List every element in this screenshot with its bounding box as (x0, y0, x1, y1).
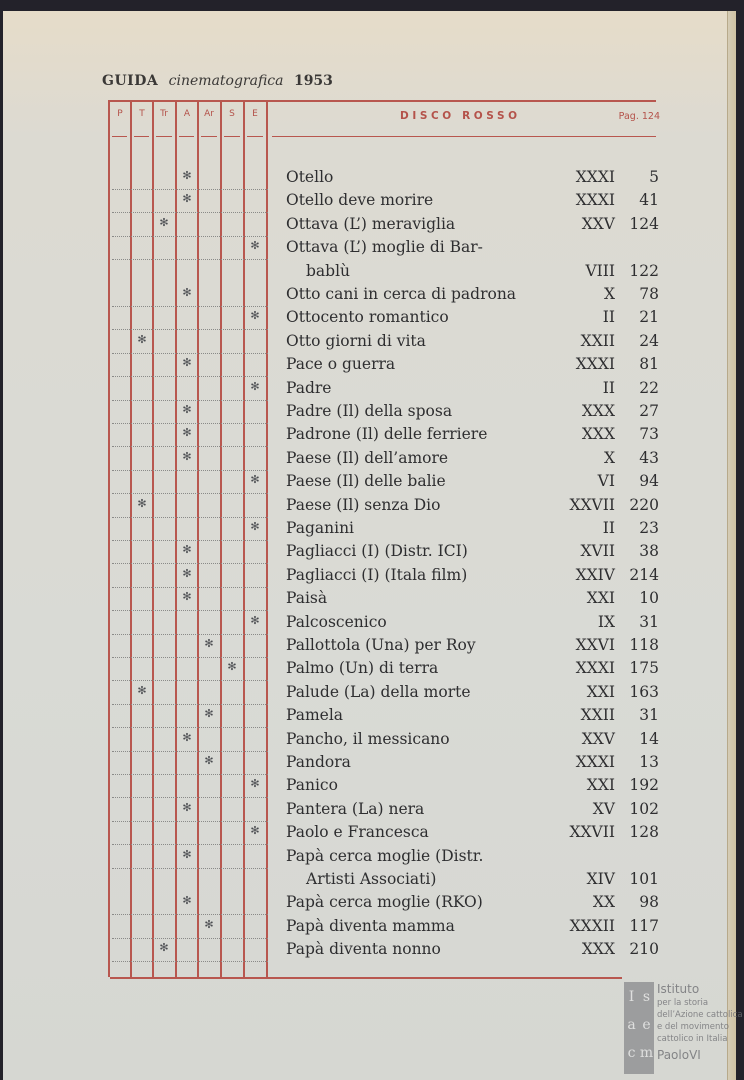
film-title: Panico (286, 776, 338, 795)
film-entry (286, 729, 659, 752)
page-reference: 122 (629, 261, 659, 280)
logo-line-1: Istituto (657, 982, 700, 996)
column-rule (243, 100, 245, 977)
column-header-underline (179, 136, 194, 137)
film-title: Palude (La) della morte (286, 682, 471, 701)
volume-number: VIII (585, 261, 615, 280)
page-reference: 81 (639, 355, 659, 374)
column-header-underline (247, 136, 263, 137)
volume-number: XXIV (575, 565, 615, 584)
page-reference: 101 (629, 869, 659, 888)
page-reference: 163 (629, 682, 659, 701)
dotted-row-separator (112, 540, 268, 541)
dotted-row-separator (112, 376, 268, 377)
page-reference: 98 (639, 893, 659, 912)
rating-star-icon: ✻ (137, 332, 147, 346)
film-entry (286, 565, 659, 588)
dotted-row-separator (112, 353, 268, 354)
running-head (102, 72, 333, 90)
film-title: Paolo e Francesca (286, 823, 429, 842)
film-title: Padre (Il) della sposa (286, 402, 453, 420)
column-header-t: T (139, 109, 145, 119)
volume-number: XXV (581, 729, 615, 748)
page-reference: 192 (629, 776, 659, 795)
page-reference: 23 (639, 519, 659, 537)
logo-letter: a (627, 1017, 636, 1033)
film-title: Ottocento romantico (286, 308, 449, 327)
volume-number: XVII (580, 542, 615, 561)
dotted-row-separator (112, 961, 268, 962)
dotted-row-separator (112, 844, 268, 845)
film-entry (286, 518, 659, 541)
rating-star-icon: ✻ (250, 379, 260, 393)
film-entry (286, 401, 659, 424)
page-reference: 31 (639, 612, 659, 631)
rating-star-icon: ✻ (159, 215, 169, 229)
film-title-continuation: bablù (306, 261, 351, 280)
rating-star-icon: ✻ (182, 169, 192, 182)
rating-star-icon: ✻ (250, 520, 260, 533)
rating-star-icon: ✻ (182, 403, 192, 416)
film-title: Padre (286, 378, 332, 397)
film-title: Pallottola (Una) per Roy (286, 636, 476, 654)
page-reference: 118 (629, 636, 659, 654)
rating-star-icon: ✻ (182, 847, 192, 861)
column-header-underline (112, 136, 127, 137)
film-entry (286, 448, 659, 471)
film-entry (286, 237, 659, 284)
dotted-row-separator (112, 517, 268, 518)
page-reference: 41 (639, 191, 659, 210)
dotted-row-separator (112, 493, 268, 494)
film-title: Pagliacci (I) (Distr. ICI) (286, 542, 468, 561)
dotted-row-separator (112, 446, 268, 447)
page-reference: 27 (639, 402, 659, 420)
column-rule (197, 100, 199, 977)
column-header-tr: Tr (160, 109, 168, 119)
column-rule (266, 100, 268, 977)
volume-number: XV (592, 799, 615, 818)
film-title: Paese (Il) senza Dio (286, 495, 441, 514)
film-entry (286, 939, 659, 962)
page-reference: 14 (639, 729, 659, 748)
column-rule (152, 100, 154, 977)
volume-number: XXII (580, 331, 615, 350)
film-entry (286, 495, 659, 518)
section-title: DISCO ROSSO (400, 110, 521, 122)
dotted-row-separator (112, 657, 268, 658)
dotted-row-separator (112, 329, 268, 330)
rating-star-icon: ✻ (182, 449, 192, 463)
logo-line-6: PaoloVI (657, 1048, 701, 1062)
dotted-row-separator (112, 680, 268, 681)
dotted-row-separator (112, 400, 268, 401)
film-entry (286, 916, 659, 939)
rating-star-icon: ✻ (204, 754, 214, 767)
volume-number: XX (592, 893, 615, 912)
dotted-row-separator (112, 774, 268, 775)
column-header-underline (156, 136, 172, 137)
volume-number: XXXI (575, 659, 615, 678)
film-title: Papà cerca moglie (Distr. (286, 846, 484, 865)
dotted-row-separator (112, 189, 268, 190)
logo-letter: I (628, 989, 635, 1005)
film-entry (286, 752, 659, 775)
rating-star-icon: ✻ (204, 637, 214, 650)
volume-number: XXV (581, 214, 615, 233)
film-title: Pamela (286, 706, 344, 725)
film-title: Pagliacci (I) (Itala film) (286, 565, 468, 584)
page-reference: 21 (639, 308, 659, 327)
film-entry (286, 658, 659, 681)
dotted-row-separator (112, 587, 268, 588)
column-header-ar: Ar (204, 109, 214, 119)
page-reference: 10 (639, 589, 659, 608)
film-entry (286, 705, 659, 728)
volume-number: XXVII (569, 495, 615, 514)
rating-star-icon: ✻ (227, 660, 237, 674)
bottom-rule (110, 977, 622, 979)
rating-star-icon: ✻ (137, 496, 147, 510)
film-entry (286, 846, 659, 893)
dotted-row-separator (112, 563, 268, 564)
film-title: Papà cerca moglie (RKO) (286, 893, 483, 912)
film-title-continuation: Artisti Associati) (306, 869, 437, 888)
archive-watermark-logo (624, 982, 742, 1074)
page-reference: 117 (629, 916, 659, 935)
rating-star-icon: ✻ (159, 941, 169, 955)
film-entry (286, 284, 659, 307)
rating-star-icon: ✻ (250, 824, 260, 838)
volume-number: XXXI (575, 168, 615, 186)
column-rule (108, 100, 110, 977)
page-reference: 73 (639, 425, 659, 444)
dotted-row-separator (112, 236, 268, 237)
dotted-row-separator (112, 634, 268, 635)
page-reference: 13 (639, 753, 659, 771)
column-rule (130, 100, 132, 977)
page-reference: 128 (629, 823, 659, 842)
column-header-underline (134, 136, 149, 137)
logo-letter: e (642, 1017, 651, 1033)
film-entry (286, 588, 659, 611)
rating-star-icon: ✻ (250, 777, 260, 791)
film-entry (286, 354, 659, 377)
column-header-a: A (183, 109, 191, 119)
dotted-row-separator (112, 610, 268, 611)
film-entry (286, 424, 659, 447)
film-title: Otto giorni di vita (286, 331, 426, 350)
rating-star-icon: ✻ (250, 309, 260, 323)
film-entry (286, 378, 659, 401)
dotted-row-separator (112, 423, 268, 424)
page-reference: 22 (639, 378, 659, 397)
dotted-row-separator (112, 470, 268, 471)
film-entry (286, 471, 659, 494)
film-entry (286, 214, 659, 237)
page-reference: 124 (629, 214, 659, 233)
page-reference: 94 (639, 472, 659, 491)
page-reference: 43 (639, 448, 659, 467)
film-title: Papà diventa mamma (286, 916, 455, 935)
volume-number: XXX (581, 425, 615, 444)
volume-number: XIV (586, 869, 615, 888)
rating-star-icon: ✻ (182, 426, 192, 440)
film-entry (286, 167, 659, 190)
film-entry (286, 612, 659, 635)
volume-number: XXI (586, 682, 615, 701)
top-rule (108, 100, 656, 102)
rating-star-icon: ✻ (250, 613, 260, 627)
film-title: Otello (286, 168, 334, 186)
film-entry (286, 682, 659, 705)
page-reference: 31 (639, 706, 659, 725)
volume-number: XXXII (569, 916, 615, 935)
logo-mark (624, 982, 654, 1074)
volume-number: II (602, 378, 615, 397)
film-entry (286, 892, 659, 915)
page-reference: 24 (639, 331, 659, 350)
running-head-year: 1953 (293, 73, 333, 89)
running-head-guida: GUIDA (102, 73, 159, 89)
volume-number: XXI (586, 589, 615, 608)
rating-star-icon: ✻ (204, 707, 214, 721)
film-entry (286, 635, 659, 658)
volume-number: X (603, 448, 615, 467)
volume-number: XXXI (575, 191, 615, 210)
film-title: Paese (Il) delle balie (286, 472, 446, 491)
page-reference: 5 (649, 168, 659, 186)
film-title: Pancho, il messicano (286, 729, 450, 748)
rating-star-icon: ✻ (182, 286, 192, 299)
film-entry (286, 799, 659, 822)
rating-star-icon: ✻ (182, 192, 192, 206)
dotted-row-separator (112, 868, 268, 869)
rating-star-icon: ✻ (182, 543, 192, 557)
page-number: Pag. 124 (618, 111, 660, 122)
dotted-row-separator (112, 751, 268, 752)
rating-star-icon: ✻ (250, 239, 260, 253)
film-entry (286, 775, 659, 798)
film-title: Pace o guerra (286, 355, 396, 374)
column-header-s: S (229, 109, 235, 119)
column-header-underline (224, 136, 240, 137)
film-title: Palcoscenico (286, 612, 387, 631)
rating-star-icon: ✻ (137, 683, 147, 697)
logo-line-4: e del movimento (657, 1022, 729, 1032)
volume-number: XXI (586, 776, 615, 795)
column-header-p: P (117, 109, 123, 119)
volume-number: XXVII (569, 823, 615, 842)
page-reference: 102 (629, 799, 659, 818)
film-title: Ottava (L’) meraviglia (286, 214, 456, 233)
film-title: Palmo (Un) di terra (286, 659, 439, 678)
volume-number: XXX (581, 940, 615, 959)
dotted-row-separator (112, 259, 268, 260)
volume-number: XXXI (575, 355, 615, 374)
page-reference: 38 (639, 542, 659, 561)
logo-line-2: per la storia (657, 998, 709, 1008)
film-title: Ottava (L’) moglie di Bar- (286, 238, 483, 257)
film-entry (286, 541, 659, 564)
rating-star-icon: ✻ (182, 894, 192, 908)
dotted-row-separator (112, 704, 268, 705)
page-reference: 210 (629, 940, 659, 959)
dotted-row-separator (112, 212, 268, 213)
dotted-row-separator (112, 306, 268, 307)
rating-star-icon: ✻ (182, 800, 192, 814)
volume-number: XXII (580, 706, 615, 725)
logo-letter: s (642, 989, 651, 1005)
section-header-underline (272, 136, 656, 137)
film-title: Pandora (286, 753, 351, 771)
volume-number: XXX (581, 402, 615, 420)
film-entry (286, 331, 659, 354)
volume-number: VI (597, 472, 615, 491)
film-title: Papà diventa nonno (286, 940, 441, 959)
rating-star-icon: ✻ (182, 730, 192, 744)
dotted-row-separator (112, 938, 268, 939)
rating-star-icon: ✻ (250, 473, 260, 487)
volume-number: II (602, 519, 615, 537)
film-entry (286, 307, 659, 330)
volume-number: X (603, 285, 615, 303)
logo-line-5: cattolico in Italia (657, 1034, 728, 1044)
film-title: Paganini (286, 519, 355, 537)
film-title: Padrone (Il) delle ferriere (286, 425, 488, 444)
film-title: Otto cani in cerca di padrona (286, 285, 517, 303)
column-header-e: E (252, 109, 258, 119)
film-title: Pantera (La) nera (286, 799, 425, 818)
dotted-row-separator (112, 914, 268, 915)
film-entry (286, 190, 659, 213)
film-title: Paese (Il) dell’amore (286, 448, 449, 467)
volume-number: XXVI (575, 636, 615, 654)
page-edge (727, 11, 736, 1080)
page-reference: 214 (629, 565, 659, 584)
volume-number: II (602, 308, 615, 327)
film-entry (286, 822, 659, 845)
volume-number: IX (597, 612, 615, 631)
dotted-row-separator (112, 797, 268, 798)
page-reference: 220 (629, 495, 659, 514)
logo-letter: c (627, 1045, 636, 1061)
rating-star-icon: ✻ (182, 590, 192, 604)
column-rule (220, 100, 222, 977)
page-reference: 78 (639, 285, 659, 303)
rating-star-icon: ✻ (204, 917, 214, 931)
logo-line-3: dell’Azione cattolica (657, 1010, 743, 1020)
film-title: Otello deve morire (286, 191, 434, 210)
running-head-cinematografica: cinematografica (168, 73, 284, 89)
volume-number: XXXI (575, 753, 615, 771)
logo-letter: m (639, 1045, 654, 1061)
column-header-underline (201, 136, 217, 137)
rating-star-icon: ✻ (182, 356, 192, 370)
film-title: Paisà (286, 589, 328, 608)
page-reference: 175 (629, 659, 659, 678)
dotted-row-separator (112, 727, 268, 728)
column-rule (175, 100, 177, 977)
rating-star-icon: ✻ (182, 566, 192, 580)
dotted-row-separator (112, 821, 268, 822)
